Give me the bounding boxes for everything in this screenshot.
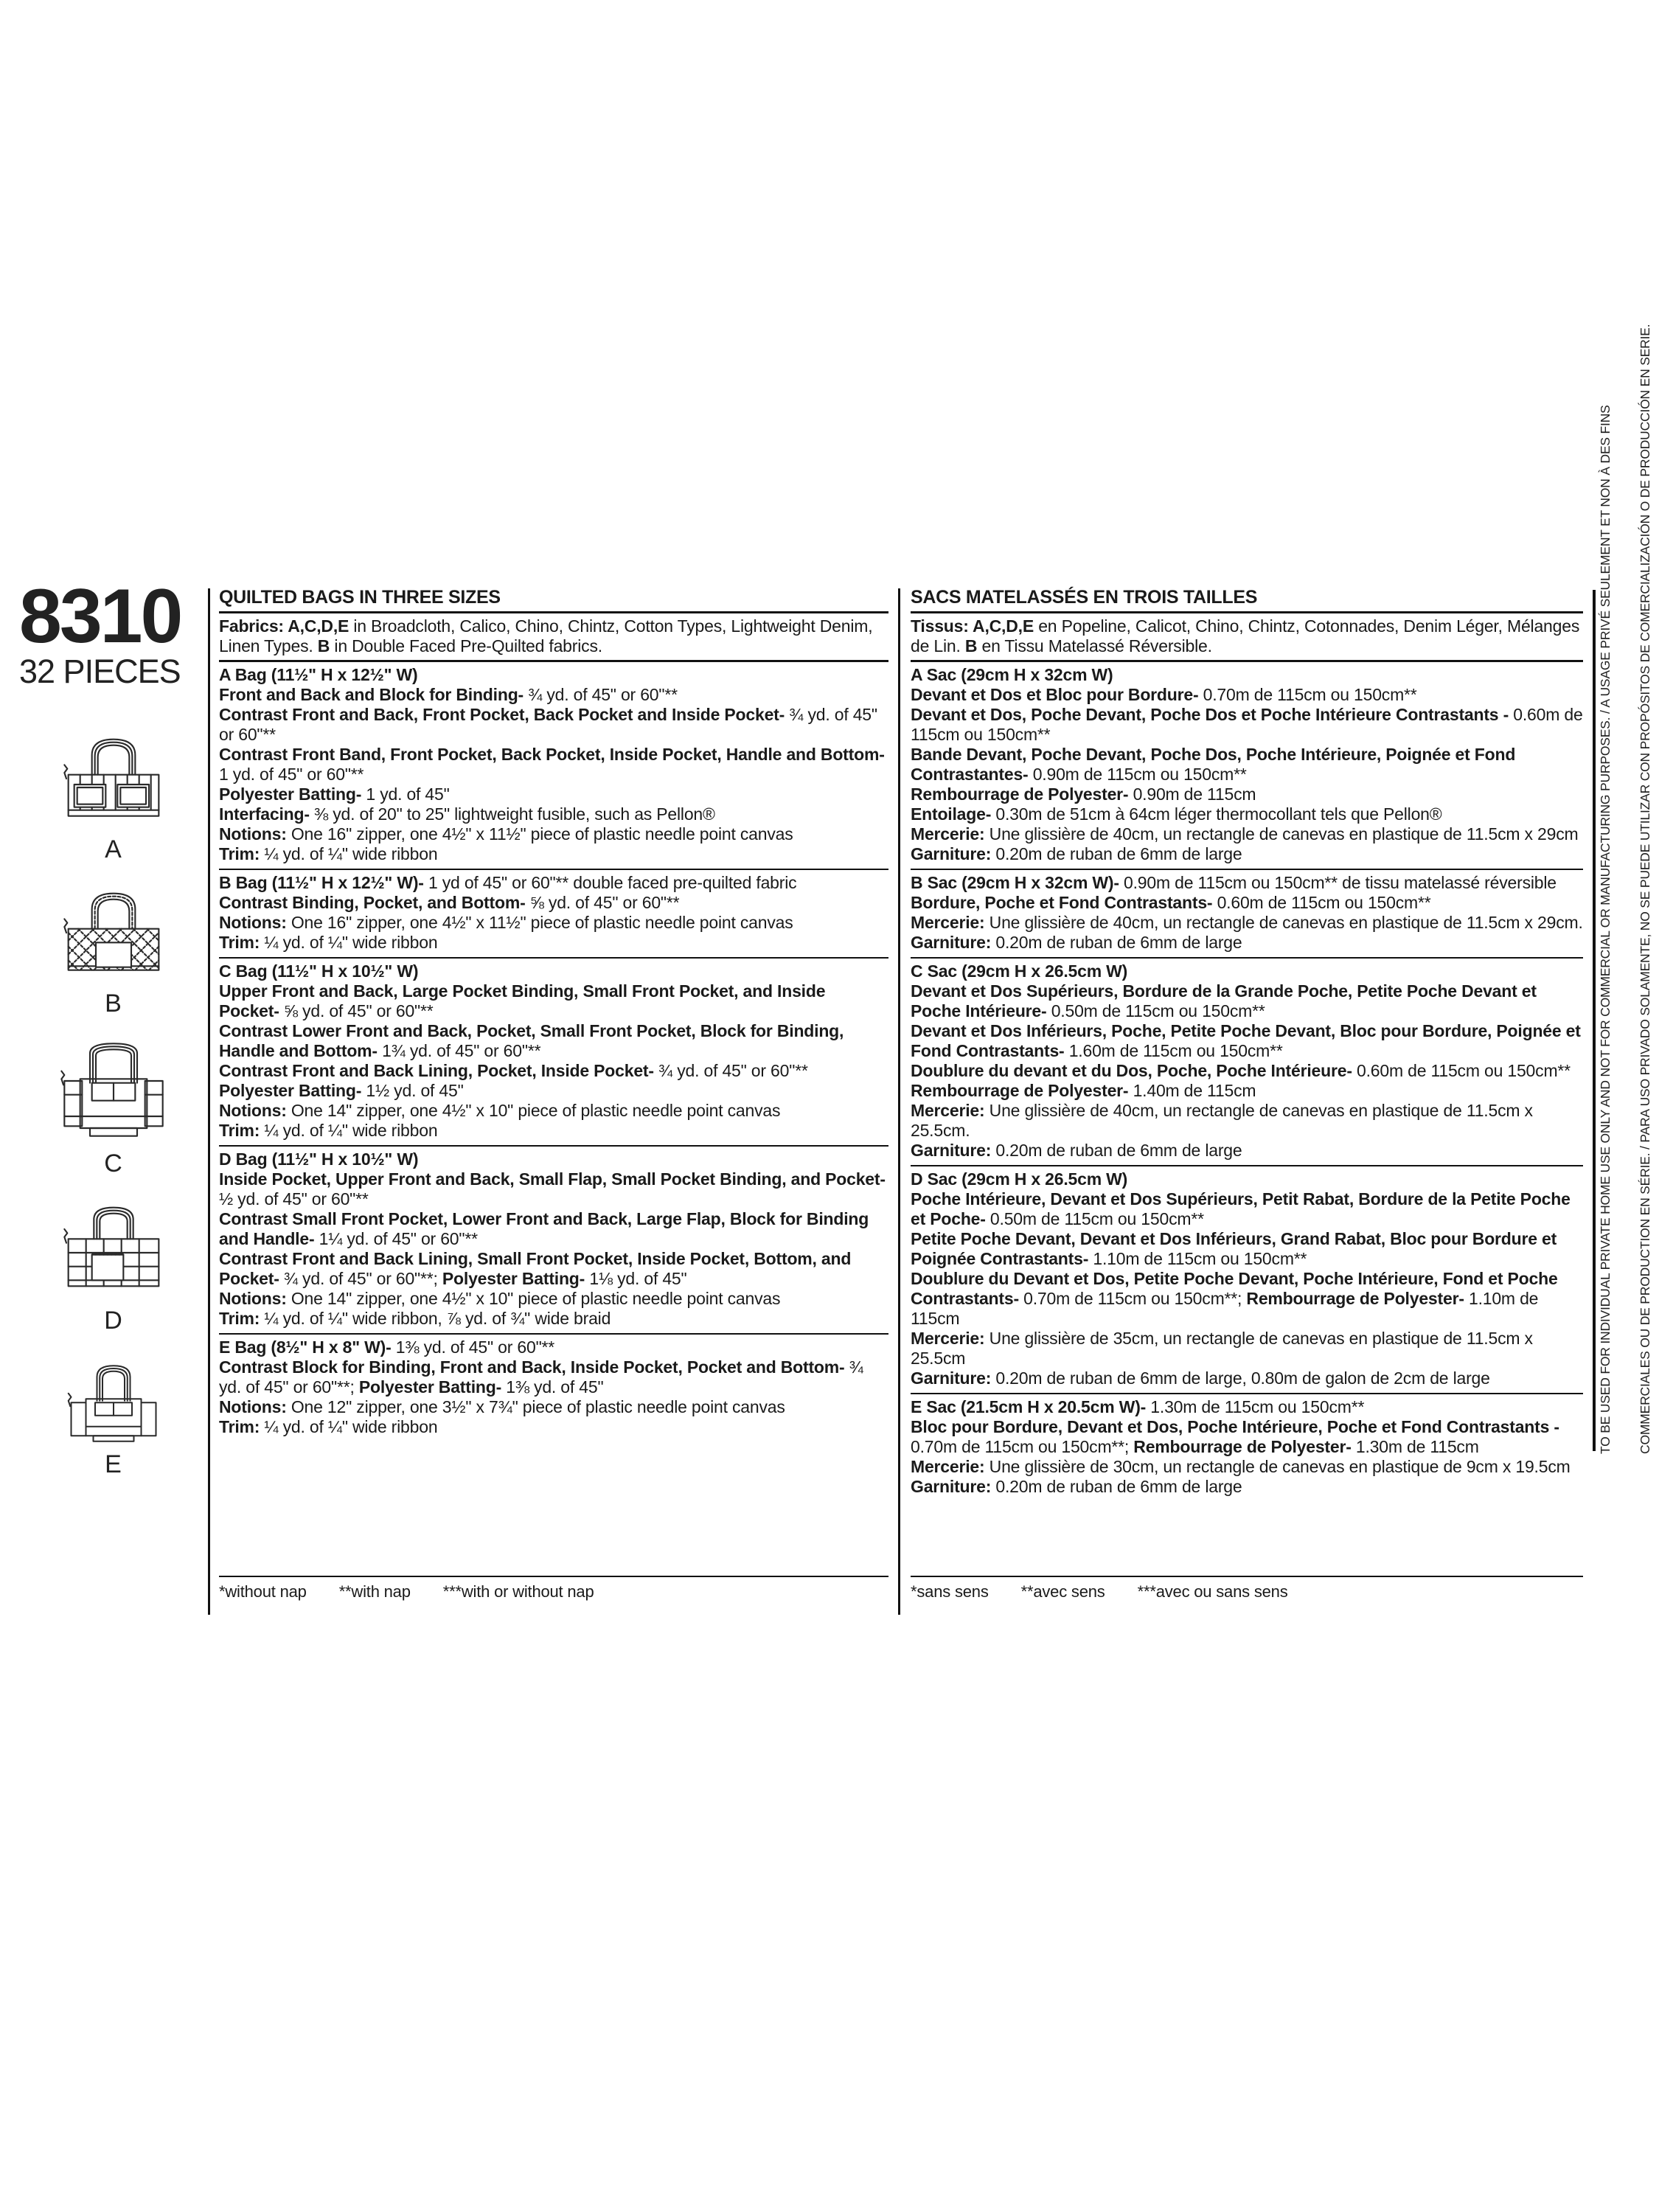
legal-notice-vertical-text bbox=[1598, 324, 1652, 1454]
requirement-item-name: B Bag (11½" H x 12½" W)- bbox=[219, 873, 424, 892]
requirement-yardage: 0.60m de 115cm ou 150cm** bbox=[1212, 893, 1431, 912]
english-bag-section bbox=[219, 959, 888, 1147]
requirement-line bbox=[219, 1209, 888, 1249]
tote-bag-two-pockets-illustration bbox=[55, 729, 173, 834]
requirement-line bbox=[911, 913, 1583, 933]
requirement-line bbox=[911, 1229, 1583, 1269]
nap-note: *without nap bbox=[219, 1582, 307, 1601]
requirement-line bbox=[911, 1329, 1583, 1368]
requirement-yardage: ½ yd. of 45" or 60"** bbox=[219, 1189, 369, 1208]
requirement-item-name: B bbox=[317, 636, 330, 655]
requirement-item-name: Trim: bbox=[219, 1417, 260, 1436]
requirement-yardage: 0.50m de 115cm ou 150cm** bbox=[1046, 1001, 1265, 1020]
requirement-line bbox=[911, 1081, 1583, 1101]
requirement-yardage: ¼ yd. of ¼" wide ribbon bbox=[260, 1417, 438, 1436]
requirement-yardage: 1 yd. of 45" or 60"** bbox=[219, 765, 364, 784]
requirement-yardage: 1.30m de 115cm ou 150cm** bbox=[1146, 1397, 1365, 1416]
requirement-line bbox=[911, 981, 1583, 1021]
requirement-line bbox=[219, 1397, 888, 1417]
requirement-yardage: Une glissière de 40cm, un rectangle de canevas en plastique de 11.5cm x 25.5cm. bbox=[911, 1101, 1533, 1140]
french-nap-footnote bbox=[911, 1576, 1583, 1601]
requirement-line bbox=[911, 1368, 1583, 1388]
english-bag-section bbox=[219, 1147, 888, 1335]
requirement-line bbox=[219, 785, 888, 804]
requirement-item-name: Polyester Batting- bbox=[358, 1377, 502, 1397]
requirement-item-name: Garniture: bbox=[911, 1141, 992, 1160]
requirement-yardage: en Tissu Matelassé Réversible. bbox=[977, 636, 1212, 655]
requirement-line bbox=[219, 1061, 888, 1081]
requirement-line bbox=[911, 1061, 1583, 1081]
requirement-item-name: E Sac (21.5cm H x 20.5cm W)- bbox=[911, 1397, 1147, 1416]
requirement-yardage: 1⅜ yd. of 45" bbox=[501, 1377, 604, 1397]
english-bag-section bbox=[219, 870, 888, 959]
requirement-item-name: Notions: bbox=[219, 1101, 287, 1120]
requirement-line bbox=[219, 745, 888, 785]
requirement-item-name: Devant et Dos et Bloc pour Bordure- bbox=[911, 685, 1199, 704]
requirement-item-name: Bloc pour Bordure, Devant et Dos, Poche Intérieure, Poche et Fond Contrastants - bbox=[911, 1417, 1559, 1436]
requirement-item-name: Mercerie: bbox=[911, 913, 985, 932]
requirement-item-name: Petite Poche Devant, Devant et Dos Inférieurs, Grand Rabat, Bloc pour Bordure et Poignée Contrastants- bbox=[911, 1229, 1557, 1268]
requirement-yardage: 0.20m de ruban de 6mm de large bbox=[991, 1477, 1242, 1496]
bag-view-e bbox=[58, 1354, 169, 1479]
requirement-item-name: Mercerie: bbox=[911, 1101, 985, 1120]
requirement-line bbox=[911, 893, 1583, 913]
requirement-line bbox=[911, 785, 1583, 804]
requirement-line bbox=[911, 1101, 1583, 1141]
requirement-yardage: 1.10m de 115cm ou 150cm** bbox=[1088, 1249, 1307, 1268]
french-bag-section bbox=[911, 870, 1583, 959]
requirement-line bbox=[219, 705, 888, 745]
requirement-line bbox=[219, 1021, 888, 1061]
divider-right bbox=[1593, 590, 1596, 1451]
nap-note: ***with or without nap bbox=[442, 1582, 594, 1601]
requirement-item-name: Doublure du devant et du Dos, Poche, Poche Intérieure- bbox=[911, 1061, 1352, 1080]
requirement-line bbox=[911, 804, 1583, 824]
requirement-yardage: ¾ yd. of 45" or 60"** bbox=[219, 705, 877, 744]
requirement-line bbox=[219, 1309, 888, 1329]
requirement-item-name: Bordure, Poche et Fond Contrastants- bbox=[911, 893, 1213, 912]
requirement-yardage: One 16" zipper, one 4½" x 11½" piece of plastic needle point canvas bbox=[286, 824, 793, 844]
requirement-item-name: Mercerie: bbox=[911, 824, 985, 844]
english-column bbox=[219, 586, 888, 1633]
requirement-line bbox=[911, 1141, 1583, 1161]
bag-label-b: B bbox=[105, 990, 122, 1018]
requirement-item-name: Trim: bbox=[219, 844, 260, 863]
requirement-yardage: ¾ yd. of 45" or 60"** bbox=[653, 1061, 808, 1080]
requirement-yardage: 0.70m de 115cm ou 150cm** bbox=[1198, 685, 1417, 704]
requirement-item-name: Notions: bbox=[219, 1289, 287, 1308]
requirement-item-name: B bbox=[964, 636, 978, 655]
requirement-yardage: 1 yd. of 45" bbox=[361, 785, 450, 804]
requirement-line bbox=[219, 1081, 888, 1101]
requirement-item-name: Upper Front and Back, Large Pocket Binding, Small Front Pocket, and Inside Pocket- bbox=[219, 981, 826, 1020]
requirement-item-name: Contrast Lower Front and Back, Pocket, Small Front Pocket, Block for Binding, Handle and Bottom- bbox=[219, 1021, 844, 1060]
requirement-item-name: Rembourrage de Polyester- bbox=[911, 785, 1129, 804]
requirement-yardage: Une glissière de 35cm, un rectangle de canevas en plastique de 11.5cm x 25.5cm bbox=[911, 1329, 1533, 1368]
requirement-line bbox=[911, 1269, 1583, 1329]
requirement-yardage: 1⅛ yd. of 45" bbox=[585, 1269, 687, 1288]
requirement-yardage: 1⅜ yd. of 45" or 60"** bbox=[391, 1338, 555, 1357]
french-title: SACS MATELASSÉS EN TROIS TAILLES bbox=[911, 586, 1583, 613]
french-fabrics bbox=[911, 616, 1583, 662]
requirement-yardage: 1.30m de 115cm bbox=[1351, 1437, 1479, 1456]
requirement-line bbox=[219, 804, 888, 824]
requirement-yardage: One 16" zipper, one 4½" x 11½" piece of plastic needle point canvas bbox=[286, 913, 793, 932]
requirement-item-name: Doublure du Devant et Dos, Petite Poche Devant, Poche Intérieure, Fond et Poche Contrastants- bbox=[911, 1269, 1558, 1308]
requirement-line bbox=[219, 1121, 888, 1141]
requirement-yardage: 0.20m de ruban de 6mm de large bbox=[991, 933, 1242, 952]
requirement-yardage: Une glissière de 40cm, un rectangle de canevas en plastique de 11.5cm x 29cm bbox=[984, 824, 1579, 844]
requirement-item-name: Contrast Binding, Pocket, and Bottom- bbox=[219, 893, 526, 912]
requirement-yardage: 0.90m de 115cm bbox=[1128, 785, 1256, 804]
requirement-line bbox=[911, 844, 1583, 864]
requirement-item-name: Trim: bbox=[219, 1121, 260, 1140]
requirement-yardage: ¼ yd. of ¼" wide ribbon bbox=[260, 844, 438, 863]
requirement-item-name: Rembourrage de Polyester- bbox=[1133, 1437, 1352, 1456]
requirement-line bbox=[219, 824, 888, 844]
requirement-yardage: Une glissière de 30cm, un rectangle de canevas en plastique de 9cm x 19.5cm bbox=[984, 1457, 1571, 1476]
requirement-yardage: 1.10m de 115cm bbox=[911, 1289, 1539, 1328]
requirement-yardage: 1 yd of 45" or 60"** double faced pre-quilted fabric bbox=[423, 873, 797, 892]
requirement-yardage: 0.50m de 115cm ou 150cm** bbox=[985, 1209, 1204, 1228]
requirement-line bbox=[219, 933, 888, 953]
requirement-item-name: Entoilage- bbox=[911, 804, 992, 824]
requirement-item-name: Polyester Batting- bbox=[219, 1081, 362, 1100]
divider-left bbox=[208, 588, 210, 1615]
requirement-yardage: ¾ yd. of 45" or 60"**; bbox=[219, 1357, 863, 1397]
requirement-line bbox=[219, 1150, 888, 1169]
requirement-line bbox=[911, 745, 1583, 785]
requirement-yardage: One 12" zipper, one 3½" x 7¾" piece of plastic needle point canvas bbox=[286, 1397, 785, 1416]
requirement-yardage: ¼ yd. of ¼" wide ribbon bbox=[260, 1121, 438, 1140]
requirement-yardage: 0.90m de 115cm ou 150cm** bbox=[1028, 765, 1247, 784]
requirement-line bbox=[219, 893, 888, 913]
english-bag-section bbox=[219, 1335, 888, 1441]
requirement-yardage: 0.30m de 51cm à 64cm léger thermocollant tels que Pellon® bbox=[991, 804, 1442, 824]
requirement-item-name: Bande Devant, Poche Devant, Poche Dos, Poche Intérieure, Poignée et Fond Contrastantes- bbox=[911, 745, 1516, 784]
bag-label-a: A bbox=[105, 835, 122, 864]
requirement-item-name: Fabrics: A,C,D,E bbox=[219, 616, 349, 636]
nap-note: ***avec ou sans sens bbox=[1137, 1582, 1288, 1601]
requirement-line bbox=[219, 913, 888, 933]
requirement-item-name: D Sac (29cm H x 26.5cm W) bbox=[911, 1169, 1128, 1189]
requirement-yardage: 1¾ yd. of 45" or 60"** bbox=[377, 1041, 541, 1060]
bag-label-d: D bbox=[104, 1307, 123, 1335]
requirement-yardage: en Popeline, Calicot, Chino, Chintz, Cotonnades, Denim Léger, Mélanges de Lin. bbox=[911, 616, 1580, 655]
bag-label-c: C bbox=[104, 1150, 123, 1178]
requirement-line bbox=[219, 1417, 888, 1437]
requirement-line bbox=[911, 1417, 1583, 1457]
requirement-item-name: Notions: bbox=[219, 1397, 287, 1416]
nap-note: **with nap bbox=[338, 1582, 411, 1601]
requirement-yardage: ⅝ yd. of 45" or 60"** bbox=[279, 1001, 434, 1020]
requirement-item-name: Garniture: bbox=[911, 844, 992, 863]
requirement-yardage: in Double Faced Pre-Quilted fabrics. bbox=[330, 636, 602, 655]
requirement-line bbox=[911, 1397, 1583, 1417]
requirement-item-name: Trim: bbox=[219, 1309, 260, 1328]
requirement-item-name: Contrast Front and Back Lining, Pocket, Inside Pocket- bbox=[219, 1061, 654, 1080]
requirement-item-name: Garniture: bbox=[911, 1368, 992, 1388]
requirement-yardage: 1.40m de 115cm bbox=[1128, 1081, 1256, 1100]
legal-line-1: TO BE USED FOR INDIVIDUAL PRIVATE HOME USE ONLY AND NOT FOR COMMERCIAL OR MANUFACTURING PURPOSES. / A USAGE PRIVÉ SEULEMENT ET NON À DES FINS bbox=[1598, 405, 1613, 1454]
requirement-item-name: Notions: bbox=[219, 913, 287, 932]
requirement-yardage: 1¼ yd. of 45" or 60"** bbox=[314, 1229, 478, 1248]
requirement-line bbox=[911, 1457, 1583, 1477]
requirement-item-name: Devant et Dos Supérieurs, Bordure de la Grande Poche, Petite Poche Devant et Poche Intérieure- bbox=[911, 981, 1537, 1020]
requirement-line bbox=[219, 1101, 888, 1121]
requirement-line bbox=[911, 1477, 1583, 1497]
pieces-count: 32 PIECES bbox=[19, 653, 181, 691]
requirement-item-name: Devant et Dos Inférieurs, Poche, Petite Poche Devant, Bloc pour Bordure, Poignée et Fond Contrastants- bbox=[911, 1021, 1581, 1060]
requirement-item-name: Rembourrage de Polyester- bbox=[1246, 1289, 1464, 1308]
requirement-yardage: 0.90m de 115cm ou 150cm** de tissu matelassé réversible bbox=[1119, 873, 1557, 892]
requirement-yardage: 0.70m de 115cm ou 150cm**; bbox=[911, 1437, 1134, 1456]
requirement-yardage: ⅝ yd. of 45" or 60"** bbox=[525, 893, 680, 912]
requirement-line bbox=[911, 824, 1583, 844]
requirement-yardage: 0.60m de 115cm ou 150cm** bbox=[1352, 1061, 1571, 1080]
requirement-item-name: Front and Back and Block for Binding- bbox=[219, 685, 524, 704]
requirement-yardage: Une glissière de 40cm, un rectangle de canevas en plastique de 11.5cm x 29cm. bbox=[984, 913, 1583, 932]
small-tote-illustration bbox=[58, 1354, 169, 1449]
requirement-line bbox=[911, 705, 1583, 745]
requirement-item-name: Tissus: A,C,D,E bbox=[911, 616, 1034, 636]
requirement-yardage: One 14" zipper, one 4½" x 10" piece of plastic needle point canvas bbox=[286, 1101, 781, 1120]
requirement-yardage: ¼ yd. of ¼" wide ribbon bbox=[260, 933, 438, 952]
requirement-item-name: E Bag (8½" H x 8" W)- bbox=[219, 1338, 392, 1357]
requirement-line bbox=[911, 685, 1583, 705]
requirement-item-name: C Bag (11½" H x 10½" W) bbox=[219, 961, 419, 981]
requirement-line bbox=[219, 873, 888, 893]
requirement-item-name: Garniture: bbox=[911, 1477, 992, 1496]
requirement-line bbox=[219, 961, 888, 981]
requirement-yardage: ¾ yd. of 45" or 60"** bbox=[524, 685, 678, 704]
requirement-line bbox=[219, 844, 888, 864]
requirement-line bbox=[911, 665, 1583, 685]
french-bag-section bbox=[911, 1394, 1583, 1501]
requirement-item-name: Contrast Small Front Pocket, Lower Front and Back, Large Flap, Block for Binding and Handle- bbox=[219, 1209, 869, 1248]
requirement-line bbox=[911, 1021, 1583, 1061]
requirement-item-name: Garniture: bbox=[911, 933, 992, 952]
bag-illustrations bbox=[19, 729, 208, 1479]
requirement-line bbox=[911, 961, 1583, 981]
english-nap-footnote bbox=[219, 1576, 888, 1601]
tall-handle-tote-illustration bbox=[55, 1037, 173, 1148]
bag-view-a bbox=[55, 729, 173, 864]
requirement-line bbox=[219, 665, 888, 685]
requirement-yardage: 0.20m de ruban de 6mm de large bbox=[991, 1141, 1242, 1160]
requirement-yardage: 0.70m de 115cm ou 150cm**; bbox=[1018, 1289, 1247, 1308]
requirement-item-name: A Bag (11½" H x 12½" W) bbox=[219, 665, 418, 684]
nap-note: *sans sens bbox=[911, 1582, 989, 1601]
requirement-line bbox=[219, 685, 888, 705]
requirement-line bbox=[911, 1169, 1583, 1189]
requirement-yardage: ¼ yd. of ¼" wide ribbon, ⅞ yd. of ¾" wide braid bbox=[260, 1309, 611, 1328]
requirement-line bbox=[219, 1357, 888, 1397]
nap-note: **avec sens bbox=[1020, 1582, 1105, 1601]
bag-label-e: E bbox=[105, 1450, 122, 1479]
requirement-item-name: Mercerie: bbox=[911, 1457, 985, 1476]
requirement-item-name: Trim: bbox=[219, 933, 260, 952]
french-column bbox=[911, 586, 1583, 1633]
left-summary-column bbox=[19, 574, 208, 1479]
requirement-item-name: Mercerie: bbox=[911, 1329, 985, 1348]
requirement-item-name: A Sac (29cm H x 32cm W) bbox=[911, 665, 1113, 684]
english-title: QUILTED BAGS IN THREE SIZES bbox=[219, 586, 888, 613]
requirement-line bbox=[219, 1338, 888, 1357]
diamond-quilted-tote-illustration bbox=[55, 883, 173, 988]
requirement-item-name: B Sac (29cm H x 32cm W)- bbox=[911, 873, 1119, 892]
requirement-line bbox=[219, 1169, 888, 1209]
requirement-line bbox=[219, 1289, 888, 1309]
french-bag-section bbox=[911, 1166, 1583, 1394]
requirement-item-name: Polyester Batting- bbox=[219, 785, 362, 804]
requirement-item-name: Interfacing- bbox=[219, 804, 310, 824]
requirement-yardage: in Broadcloth, Calico, Chino, Chintz, Cotton Types, Lightweight Denim, Linen Types. bbox=[219, 616, 873, 655]
requirement-yardage: ¾ yd. of 45" or 60"**; bbox=[279, 1269, 442, 1288]
french-bag-section bbox=[911, 959, 1583, 1166]
requirement-line bbox=[911, 1189, 1583, 1229]
requirement-item-name: Inside Pocket, Upper Front and Back, Small Flap, Small Pocket Binding, and Pocket- bbox=[219, 1169, 886, 1189]
requirement-item-name: Contrast Front and Back Lining, Small Front Pocket, Inside Pocket, Bottom, and Pocket- bbox=[219, 1249, 852, 1288]
requirement-yardage: 1.60m de 115cm ou 150cm** bbox=[1064, 1041, 1283, 1060]
requirement-yardage: 0.20m de ruban de 6mm de large bbox=[991, 844, 1242, 863]
requirement-line bbox=[219, 1249, 888, 1289]
bag-view-b bbox=[55, 883, 173, 1018]
requirement-line bbox=[911, 933, 1583, 953]
divider-middle bbox=[898, 588, 900, 1615]
french-bag-section bbox=[911, 662, 1583, 870]
requirement-item-name: Polyester Batting- bbox=[442, 1269, 585, 1288]
requirement-item-name: Contrast Front and Back, Front Pocket, Back Pocket and Inside Pocket- bbox=[219, 705, 785, 724]
requirement-yardage: ⅜ yd. of 20" to 25" lightweight fusible, such as Pellon® bbox=[309, 804, 715, 824]
bag-view-c bbox=[55, 1037, 173, 1178]
english-fabrics bbox=[219, 616, 888, 662]
pattern-number: 8310 bbox=[19, 574, 181, 659]
requirement-item-name: Rembourrage de Polyester- bbox=[911, 1081, 1129, 1100]
requirement-item-name: Poche Intérieure, Devant et Dos Supérieurs, Petit Rabat, Bordure de la Petite Poche et Poche- bbox=[911, 1189, 1571, 1228]
requirement-line bbox=[219, 981, 888, 1021]
requirement-item-name: Devant et Dos, Poche Devant, Poche Dos et Poche Intérieure Contrastants - bbox=[911, 705, 1509, 724]
bag-view-d bbox=[55, 1197, 173, 1335]
requirement-item-name: C Sac (29cm H x 26.5cm W) bbox=[911, 961, 1128, 981]
requirement-yardage: 0.60m de 115cm ou 150cm** bbox=[911, 705, 1583, 744]
requirement-line bbox=[911, 873, 1583, 893]
requirement-item-name: Contrast Front Band, Front Pocket, Back Pocket, Inside Pocket, Handle and Bottom- bbox=[219, 745, 885, 764]
legal-line-2: COMMERCIALES OU DE PRODUCTION EN SÉRIE. / PARA USO PRIVADO SOLAMENTE, NO SE PUEDE UTILIZAR CON PROPÓSITOS DE COMERCIALIZACIÓN O DE PRODUCCIÓN EN SERIE. bbox=[1638, 324, 1652, 1454]
requirement-yardage: 0.20m de ruban de 6mm de large, 0.80m de galon de 2cm de large bbox=[991, 1368, 1490, 1388]
requirement-item-name: D Bag (11½" H x 10½" W) bbox=[219, 1150, 419, 1169]
requirement-item-name: Notions: bbox=[219, 824, 287, 844]
requirement-yardage: One 14" zipper, one 4½" x 10" piece of plastic needle point canvas bbox=[286, 1289, 781, 1308]
requirement-yardage: 1½ yd. of 45" bbox=[361, 1081, 464, 1100]
grid-quilted-pocket-tote-illustration bbox=[55, 1197, 173, 1305]
requirement-item-name: Contrast Block for Binding, Front and Back, Inside Pocket, Pocket and Bottom- bbox=[219, 1357, 845, 1377]
english-bag-section bbox=[219, 662, 888, 870]
